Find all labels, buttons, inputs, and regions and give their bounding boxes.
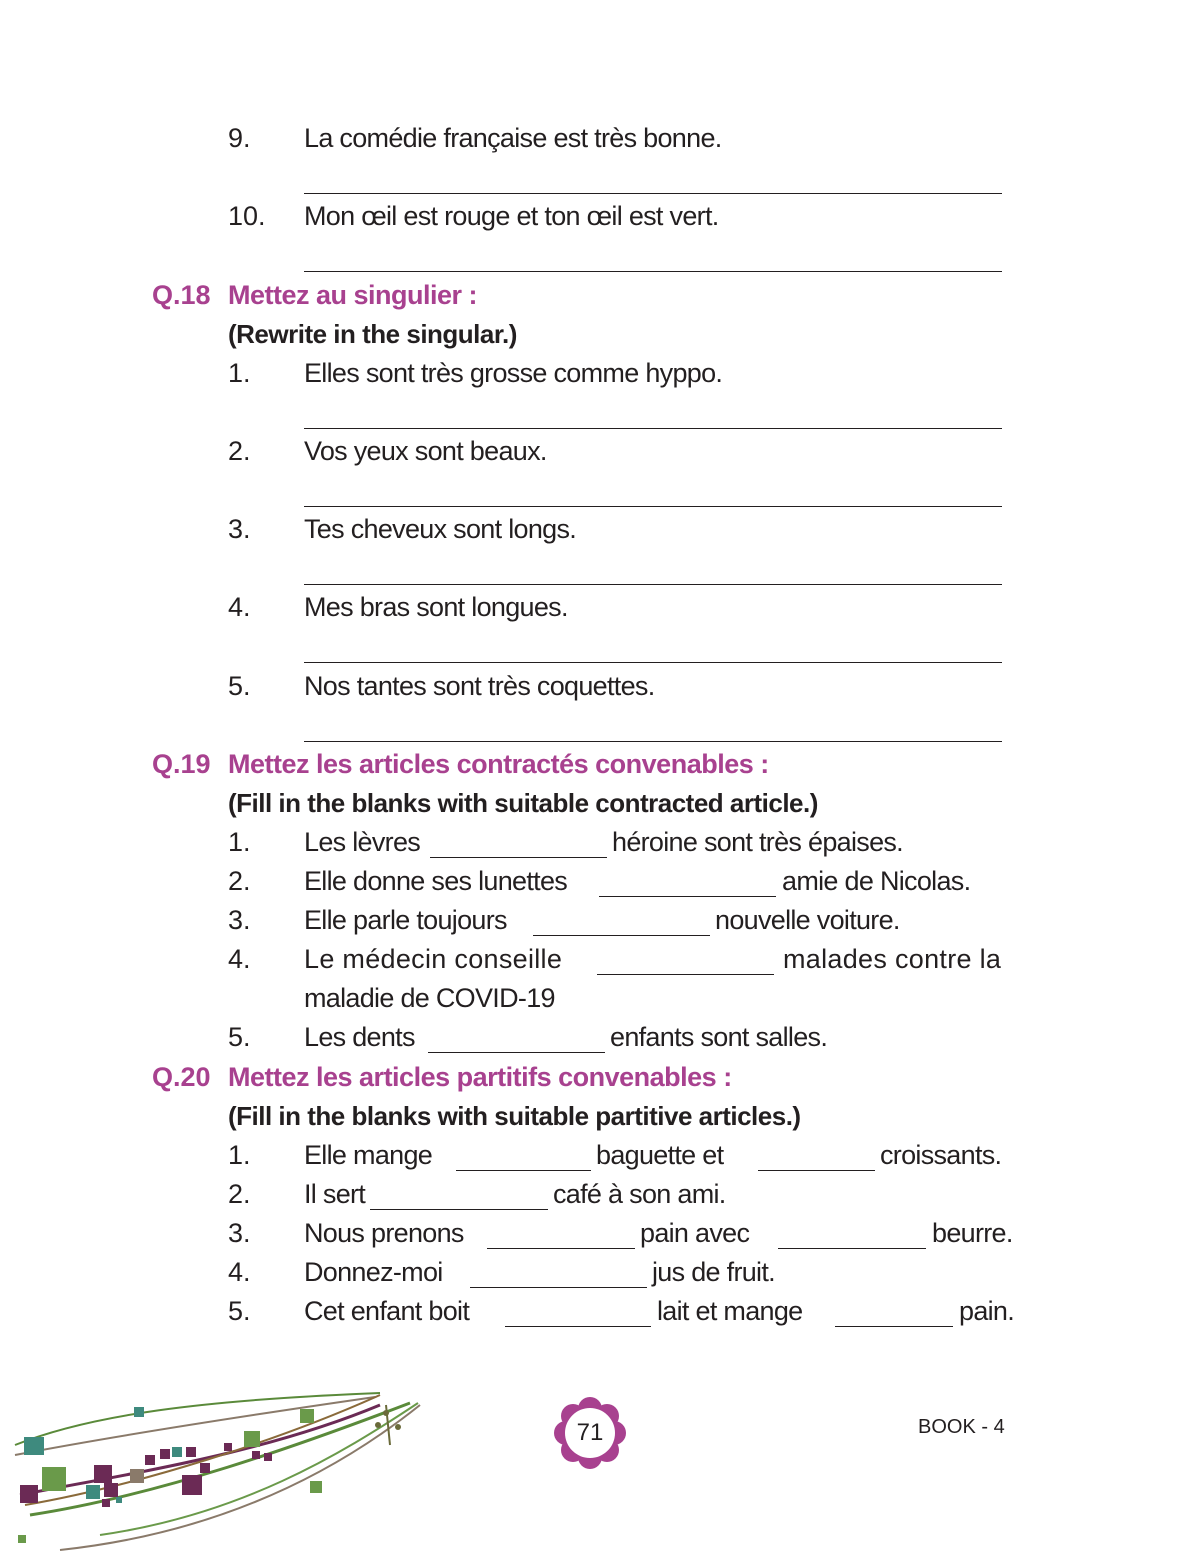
- sentence-end: héroine sont très épaises.: [612, 827, 903, 857]
- item-number: 4.: [228, 592, 251, 622]
- answer-line[interactable]: [304, 662, 1002, 663]
- book-label: BOOK - 4: [918, 1416, 1005, 1438]
- answer-line[interactable]: [304, 193, 1002, 194]
- sentence-middle: baguette et: [596, 1140, 724, 1170]
- fill-blank[interactable]: [597, 974, 774, 975]
- item-number: 3.: [228, 514, 251, 544]
- item-number: 3.: [228, 1218, 251, 1248]
- item-number: 2.: [228, 436, 251, 466]
- sentence-start: Les dents: [304, 1022, 415, 1052]
- question-title: Mettez les articles partitifs convenables :: [228, 1062, 732, 1092]
- item-number: 4.: [228, 944, 251, 974]
- question-subtitle: (Fill in the blanks with suitable partitive articles.): [228, 1101, 801, 1131]
- fill-blank[interactable]: [370, 1209, 548, 1210]
- item-number: 10.: [228, 201, 266, 231]
- sentence-text: Nos tantes sont très coquettes.: [304, 671, 655, 701]
- sentence-end: beurre.: [932, 1218, 1013, 1248]
- answer-line[interactable]: [304, 584, 1002, 585]
- item-number: 1.: [228, 1140, 251, 1170]
- sentence-middle: pain avec: [640, 1218, 750, 1248]
- fill-blank[interactable]: [430, 857, 607, 858]
- answer-line[interactable]: [304, 506, 1002, 507]
- sentence-start: Elle donne ses lunettes: [304, 866, 568, 896]
- question-subtitle: (Fill in the blanks with suitable contracted article.): [228, 788, 818, 818]
- sentence-start: Cet enfant boit: [304, 1296, 470, 1326]
- item-number: 4.: [228, 1257, 251, 1287]
- sentence-end: pain.: [959, 1296, 1015, 1326]
- question-subtitle: (Rewrite in the singular.): [228, 319, 517, 349]
- fill-blank[interactable]: [505, 1326, 651, 1327]
- sentence-end: café à son ami.: [553, 1179, 726, 1209]
- answer-line[interactable]: [304, 428, 1002, 429]
- item-number: 9.: [228, 123, 251, 153]
- sentence-end: croissants.: [880, 1140, 1002, 1170]
- sentence-start: Elle mange: [304, 1140, 433, 1170]
- sentence-start: Le médecin conseille: [304, 944, 563, 974]
- sentence-end: enfants sont salles.: [610, 1022, 828, 1052]
- sentence-end: amie de Nicolas.: [782, 866, 971, 896]
- sentence-end: nouvelle voiture.: [715, 905, 900, 935]
- question-number: Q.20: [152, 1062, 211, 1092]
- answer-line[interactable]: [304, 271, 1002, 272]
- sentence-start: Les lèvres: [304, 827, 421, 857]
- sentence-text: La comédie française est très bonne.: [304, 123, 722, 153]
- item-number: 5.: [228, 1022, 251, 1052]
- sentence-continuation: maladie de COVID-19: [304, 983, 555, 1013]
- sentence-start: Nous prenons: [304, 1218, 464, 1248]
- fill-blank[interactable]: [487, 1248, 635, 1249]
- sentence-text: Tes cheveux sont longs.: [304, 514, 577, 544]
- sentence-end: jus de fruit.: [652, 1257, 775, 1287]
- sentence-text: Elles sont très grosse comme hyppo.: [304, 358, 723, 388]
- question-title: Mettez au singulier :: [228, 280, 478, 310]
- fill-blank[interactable]: [428, 1052, 605, 1053]
- sentence-start: Elle parle toujours: [304, 905, 507, 935]
- question-number: Q.19: [152, 749, 211, 779]
- sentence-end: malades contre la: [783, 944, 1002, 974]
- item-number: 5.: [228, 1296, 251, 1326]
- item-number: 5.: [228, 671, 251, 701]
- sentence-start: Il sert: [304, 1179, 366, 1209]
- fill-blank[interactable]: [835, 1326, 953, 1327]
- item-number: 3.: [228, 905, 251, 935]
- fill-blank[interactable]: [456, 1170, 591, 1171]
- item-number: 1.: [228, 358, 251, 388]
- item-number: 2.: [228, 1179, 251, 1209]
- fill-blank[interactable]: [533, 935, 710, 936]
- fill-blank[interactable]: [778, 1248, 926, 1249]
- answer-line[interactable]: [304, 741, 1002, 742]
- fill-blank[interactable]: [599, 896, 776, 897]
- item-number: 2.: [228, 866, 251, 896]
- fill-blank[interactable]: [758, 1170, 875, 1171]
- question-number: Q.18: [152, 280, 211, 310]
- sentence-text: Vos yeux sont beaux.: [304, 436, 547, 466]
- item-number: 1.: [228, 827, 251, 857]
- sentence-start: Donnez-moi: [304, 1257, 443, 1287]
- question-title: Mettez les articles contractés convenables :: [228, 749, 769, 779]
- decorative-swirl-graphic: [0, 1385, 430, 1563]
- sentence-middle: lait et mange: [657, 1296, 803, 1326]
- fill-blank[interactable]: [470, 1287, 647, 1288]
- sentence-text: Mes bras sont longues.: [304, 592, 568, 622]
- page-number: 71: [576, 1419, 604, 1446]
- sentence-text: Mon œil est rouge et ton œil est vert.: [304, 201, 719, 231]
